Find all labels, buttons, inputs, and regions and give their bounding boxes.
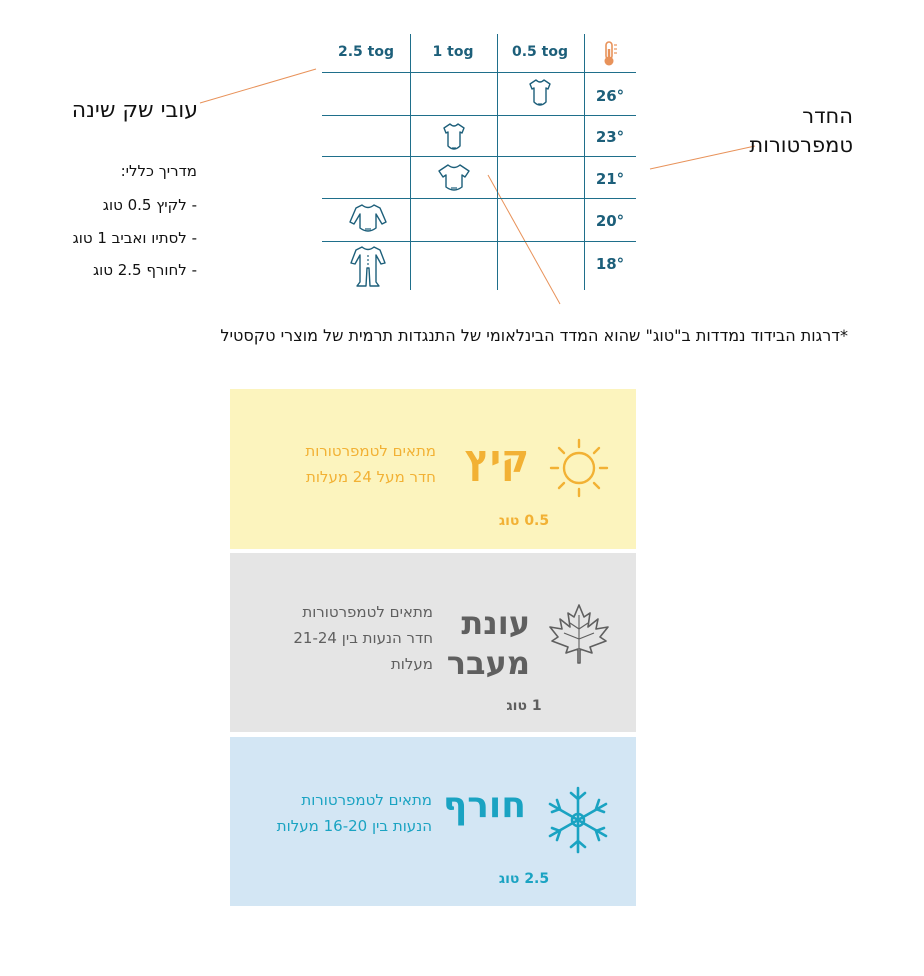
season-tog-summer: 0.5 טוג [498, 513, 550, 529]
guide-line-summer: - לקיץ 0.5 טוג [102, 196, 197, 214]
page-title: עובי שק שינה [71, 98, 198, 123]
room-temperature-label: החדר טמפרטורות [749, 104, 853, 157]
long-sleeve-bodysuit-icon [348, 202, 388, 236]
season-desc-summer: מתאים לטמפרטורות חדר מעל 24 מעלות [305, 442, 436, 486]
snowflake-icon [546, 785, 610, 855]
guide-line-spring-autumn: - לסתיו ואביב 1 טוג [72, 229, 197, 247]
season-name-summer: קיץ [464, 437, 529, 481]
season-desc-winter: מתאים לטמפרטורות הנעות בין 16-20 מעלות [276, 791, 432, 835]
season-name-transition: עונת מעבר [446, 604, 530, 682]
short-sleeve-bodysuit-icon [528, 78, 552, 110]
temp-cell-18: 18° [595, 255, 625, 273]
temp-cell-23: 23° [595, 128, 625, 146]
column-header-2-5-tog: 2.5 tog [337, 44, 394, 60]
pointer-line-title [200, 69, 316, 103]
season-name-winter: חורף [442, 785, 526, 826]
tshirt-bodysuit-icon [436, 162, 472, 194]
sun-icon [548, 437, 610, 499]
temp-cell-20: 20° [595, 212, 625, 230]
tog-footnote: *דרגות הבידוד נמדדות ב"טוג" שהוא המדד הבינלאומי של התנגדות תרמית של מוצרי טקסטיל [220, 326, 848, 345]
guide-heading: מדריך כללי: [120, 162, 197, 180]
season-tog-winter: 2.5 טוג [498, 871, 550, 887]
season-card-winter [230, 737, 636, 906]
maple-leaf-icon [546, 603, 612, 667]
temp-cell-21: 21° [595, 170, 625, 188]
season-card-transition [230, 553, 636, 732]
season-tog-transition: 1 טוג [506, 698, 542, 714]
tog-table [322, 34, 636, 290]
season-desc-transition: מתאים לטמפרטורות חדר הנעות בין 21-24 מעלות [293, 603, 433, 673]
short-sleeve-bodysuit-icon [442, 122, 466, 154]
temp-cell-26: 26° [595, 87, 625, 105]
guide-line-winter: - לחורף 2.5 טוג [92, 261, 197, 279]
footed-sleepsuit-icon [348, 244, 388, 288]
column-header-0-5-tog: 0.5 tog [511, 44, 568, 60]
season-card-summer [230, 389, 636, 549]
column-header-1-tog: 1 tog [432, 44, 474, 60]
thermometer-icon [599, 40, 621, 68]
